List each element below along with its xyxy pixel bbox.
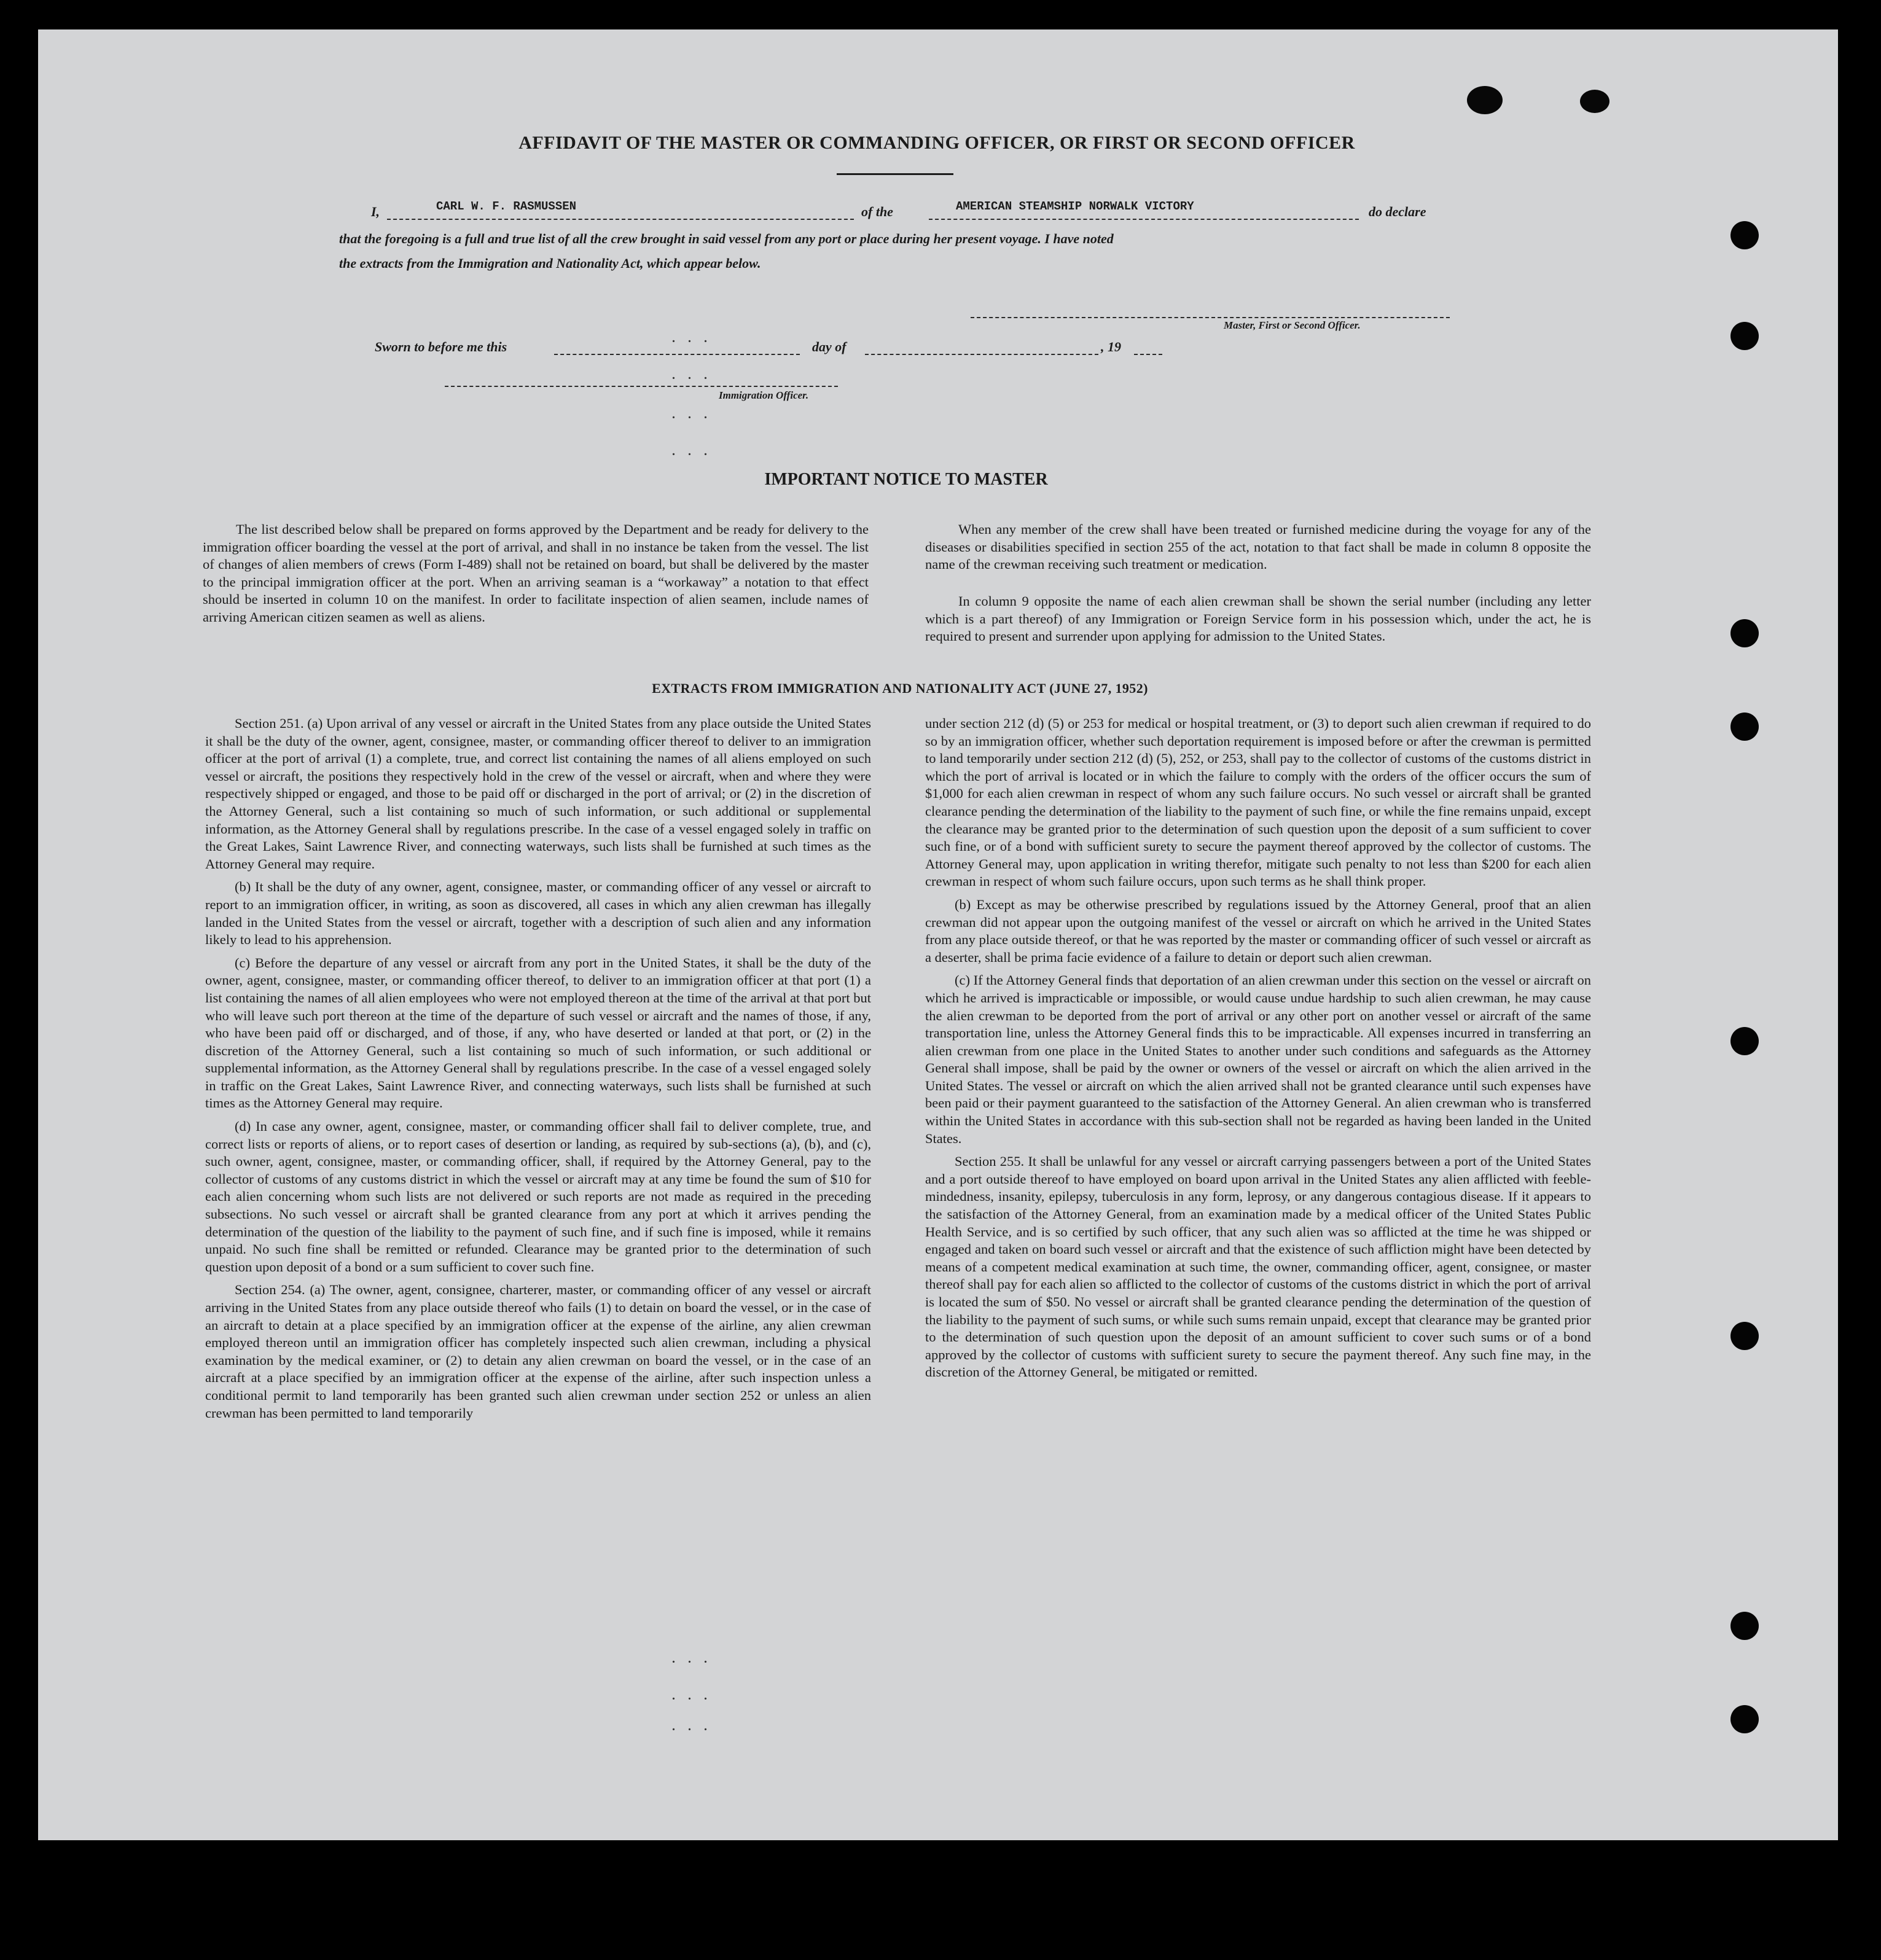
affidavit-title: AFFIDAVIT OF THE MASTER OR COMMANDING OFFICER, OR FIRST OR SECOND OFFICER xyxy=(518,133,1355,153)
affidavit-of-the: of the xyxy=(861,204,893,219)
affidavit-statement-2: the extracts from the Immigration and Nationality Act, which appear below. xyxy=(339,256,761,271)
section-251-b: (b) It shall be the duty of any owner, agent, consignee, master, or commanding officer of any vessel or aircraft to report to an immigration officer, in writing, as soon as discovered, all cases in which any alien crewman has illegally landed in the United States from the vessel or aircraft, together with a description of such alien and any information likely to lead to his apprehension. xyxy=(205,879,871,948)
binder-hole xyxy=(1730,713,1759,741)
binder-hole xyxy=(1730,1322,1759,1350)
officer-line xyxy=(445,386,838,387)
title-rule xyxy=(837,173,953,175)
scan-speck: . . . xyxy=(672,369,712,382)
binder-hole xyxy=(1730,1027,1759,1055)
notice-left-paragraph: The list described below shall be prepared on forms approved by the Department and be ready for delivery to the immigration officer boarding the vessel at the port of arrival, and shall in no instance be taken from the vessel. The list of changes of alien members of crews (Form I-489) shall not be retained on board, but shall be delivered by the master to the principal immigration officer at the port. When an arriving seaman is a “workaway” a notation to that effect should be inserted in column 10 on the manifest. In order to facilitate inspection of alien seamen, include names of arriving American citizen seamen as well as aliens. xyxy=(203,521,869,625)
master-name: CARL W. F. RASMUSSEN xyxy=(436,200,577,213)
scan-speck: . . . xyxy=(672,1652,712,1666)
section-254-a-continued: under section 212 (d) (5) or 253 for medical or hospital treatment, or (3) to deport such alien crewman if required to do so by an immigration officer, whether such deportation requirement is imposed before or after the crewman is permitted to land temporarily under section 212 (d) (5), 252, or 253, shall pay to the collector of customs of the customs district in which the port of arrival is located or in which the failure to comply with the orders of the officer occurs the sum of $1,000 for each alien crewman in respect of whom any such failure occurs. No such vessel or aircraft shall be granted clearance pending the determination of the liability to the payment of such fine, or while the fine remains unpaid, except the clearance may be granted prior to the determination of such question upon the deposit of a sum sufficient to cover such fine, or of a bond with sufficient surety to secure the payment thereof approved by the collector of customs. The Attorney General may, upon application in writing therefor, mitigate such penalty to not less than $200 for each alien crewman in respect of whom such failure occurs, upon such terms as he shall think proper. xyxy=(925,716,1591,889)
signature-caption: Master, First or Second Officer. xyxy=(1224,319,1361,331)
sworn-year-line xyxy=(1134,354,1162,355)
sworn-year: , 19 xyxy=(1101,339,1121,354)
sworn-day-of: day of xyxy=(812,339,847,354)
scan-speck: . . . xyxy=(672,1689,712,1703)
extracts-title: EXTRACTS FROM IMMIGRATION AND NATIONALITY ACT (JUNE 27, 1952) xyxy=(652,681,1148,696)
binder-hole xyxy=(1730,221,1759,249)
ink-blot xyxy=(1467,86,1503,114)
sworn-month-line xyxy=(865,354,1098,355)
scan-speck: . . . xyxy=(672,332,712,345)
affidavit-do-declare: do declare xyxy=(1369,204,1426,219)
ink-blot xyxy=(1580,90,1609,113)
section-251-c: (c) Before the departure of any vessel or aircraft from any port in the United States, it shall be the duty of the owner, agent, consignee, master, or commanding officer thereof, to deliver to an immigration officer at that port (1) a list containing the names of all alien employees who were not employed thereon at the time of the arrival at that port but who will leave such port thereon at the time of the departure of such vessel or aircraft and the names of those, if any, who have been paid off or discharged, and of those, if any, who have deserted or landed at that port, or (2) in the discretion of the Attorney General, such a list containing so much of such information, or such additional or supplemental information, as the Attorney General shall by regulations prescribe. In the case of a vessel engaged solely in traffic on the Great Lakes, Saint Lawrence River, and connecting waterways, such lists shall be furnished at such times as the Attorney General may require. xyxy=(205,955,871,1111)
binder-hole xyxy=(1730,1612,1759,1640)
signature-line xyxy=(971,317,1450,318)
scan-speck: . . . xyxy=(672,408,712,421)
affidavit-statement-1: that the foregoing is a full and true list of all the crew brought in said vessel from any port or place during her present voyage. I have noted xyxy=(339,231,1114,246)
extracts-right-column xyxy=(925,715,1591,1387)
vessel-name-line xyxy=(929,219,1359,220)
binder-hole xyxy=(1730,619,1759,647)
sworn-label: Sworn to before me this xyxy=(375,339,507,354)
extracts-left-column xyxy=(205,715,871,1427)
master-name-line xyxy=(387,219,854,220)
binder-hole xyxy=(1730,322,1759,350)
notice-title: IMPORTANT NOTICE TO MASTER xyxy=(764,470,1048,489)
notice-right-paragraph-1: When any member of the crew shall have been treated or furnished medicine during the voyage for any of the diseases or disabilities specified in section 255 of the act, notation to that fact shall be made in column 8 opposite the name of the crewman receiving such treatment or medication. xyxy=(925,521,1591,572)
scan-speck: . . . xyxy=(672,445,712,458)
section-251-a: Section 251. (a) Upon arrival of any vessel or aircraft in the United States from any place outside the United States it shall be the duty of the owner, agent, consignee, master, or commanding officer thereof to deliver to an immigration officer at the port of arrival (1) a complete, true, and correct list containing the names of all aliens employed on such vessel or aircraft, the positions they respectively hold in the crew of the vessel or aircraft, when and where they were respectively shipped or engaged, and those to be paid off or discharged in the port of arrival; or (2) in the discretion of the Attorney General, such a list containing so much of such information, or such additional or supplemental information, as the Attorney General shall by regulations prescribe. In the case of a vessel engaged solely in traffic on the Great Lakes, Saint Lawrence River, and connecting waterways, such lists shall be furnished at such times as the Attorney General may require. xyxy=(205,716,871,872)
notice-right-paragraph-2: In column 9 opposite the name of each alien crewman shall be shown the serial number (including any letter which is a part thereof) of any Immigration or Foreign Service form in his possession which, under the act, he is required to present and surrender upon applying for admission to the United States. xyxy=(925,593,1591,644)
section-254-c: (c) If the Attorney General finds that deportation of an alien crewman under this section on the vessel or aircraft on which he arrived is impracticable or impossible, or would cause undue hardship to such alien crewman, he may cause the alien crewman to be deported from the port of arrival or any other port on another vessel or aircraft of the same transportation line, unless the Attorney General finds this to be impracticable. All expenses incurred in transferring an alien crewman from one place in the United States to another under such conditions and safeguards as the Attorney General shall impose, shall be paid by the owner or owners of the vessel or aircraft on which the alien arrived in the United States. The vessel or aircraft on which the alien arrived shall not be granted clearance until such expenses have been paid or their payment guaranteed to the satisfaction of the Attorney General. An alien crewman who is transferred within the United States in accordance with this sub-section shall not be regarded as having been landed in the United States. xyxy=(925,972,1591,1146)
officer-caption: Immigration Officer. xyxy=(719,389,809,401)
section-254-b: (b) Except as may be otherwise prescribed by regulations issued by the Attorney General, proof that an alien crewman did not appear upon the outgoing manifest of the vessel or aircraft on which he arrived in the United States from any place outside thereof, or that he was reported by the master or commanding officer of such vessel or aircraft as a deserter, shall be prima facie evidence of a failure to detain or deport such alien crewman. xyxy=(925,896,1591,965)
section-254-a: Section 254. (a) The owner, agent, consignee, charterer, master, or commanding officer of any vessel or aircraft arriving in the United States from any place outside thereof who fails (1) to detain on board the vessel, or in the case of an aircraft to detain at a place specified by an immigration officer at the expense of the airline, any alien crewman employed thereon until an immigration officer has completely inspected such alien crewman, including a physical examination by the medical examiner, or (2) to detain any alien crewman on board the vessel, or in the case of an aircraft at a place specified by an immigration officer at the expense of the airline, after such inspection unless a conditional permit to land temporarily has been granted such alien crewman under section 252 or unless an alien crewman has been permitted to land temporarily xyxy=(205,1282,871,1421)
vessel-name: AMERICAN STEAMSHIP NORWALK VICTORY xyxy=(956,200,1194,213)
affidavit-i: I, xyxy=(371,204,380,219)
binder-hole xyxy=(1730,1705,1759,1733)
section-251-d: (d) In case any owner, agent, consignee, master, or commanding officer shall fail to deliver complete, true, and correct lists or reports of aliens, or to report cases of desertion or landing, as required by sub-sections (a), (b), and (c), such owner, agent, consignee, master, or commanding officer, shall, if required by the Attorney General, pay to the collector of customs of any customs district in which the vessel or aircraft may at any time be found the sum of $10 for each alien concerning whom such lists are not delivered or such reports are not made as required in the preceding subsections. No such vessel or aircraft shall be granted clearance from any port at which it arrives pending the determination of the question of the liability to the payment of such fine, and if such fine is imposed, while it remains unpaid. No such fine shall be remitted or refunded. Clearance may be granted prior to the determination of such question upon deposit of a bond or a sum sufficient to cover such fine. xyxy=(205,1119,871,1275)
scan-speck: . . . xyxy=(672,1720,712,1733)
section-255: Section 255. It shall be unlawful for any vessel or aircraft carrying passengers between a port of the United States and a port outside thereof to have employed on board upon arrival in the United States any alien afflicted with feeble-mindedness, insanity, epilepsy, tuberculosis in any form, leprosy, or any dangerous contagious disease. If it appears to the satisfaction of the Attorney General, from an examination made by a medical officer of the United States Public Health Service, and is so certified by such officer, that any such alien was so afflicted at the time he was shipped or engaged and taken on board such vessel or aircraft and that the existence of such affliction might have been detected by means of a competent medical examination at such time, the owner, commanding officer, agent, consignee, or master thereof shall pay for each alien so afflicted to the collector of customs of the customs district in which the port of arrival is located the sum of $50. No vessel or aircraft shall be granted clearance pending the determination of the question of the liability to the payment of such sums, or while such sums remain unpaid, except that clearance may be granted prior to the determination of such question upon the deposit of an amount sufficient to cover such sums or of a bond approved by the collector of customs with sufficient surety to secure the payment thereof. Any such fine may, in the discretion of the Attorney General, be mitigated or remitted. xyxy=(925,1154,1591,1380)
sworn-day-line xyxy=(554,354,800,355)
